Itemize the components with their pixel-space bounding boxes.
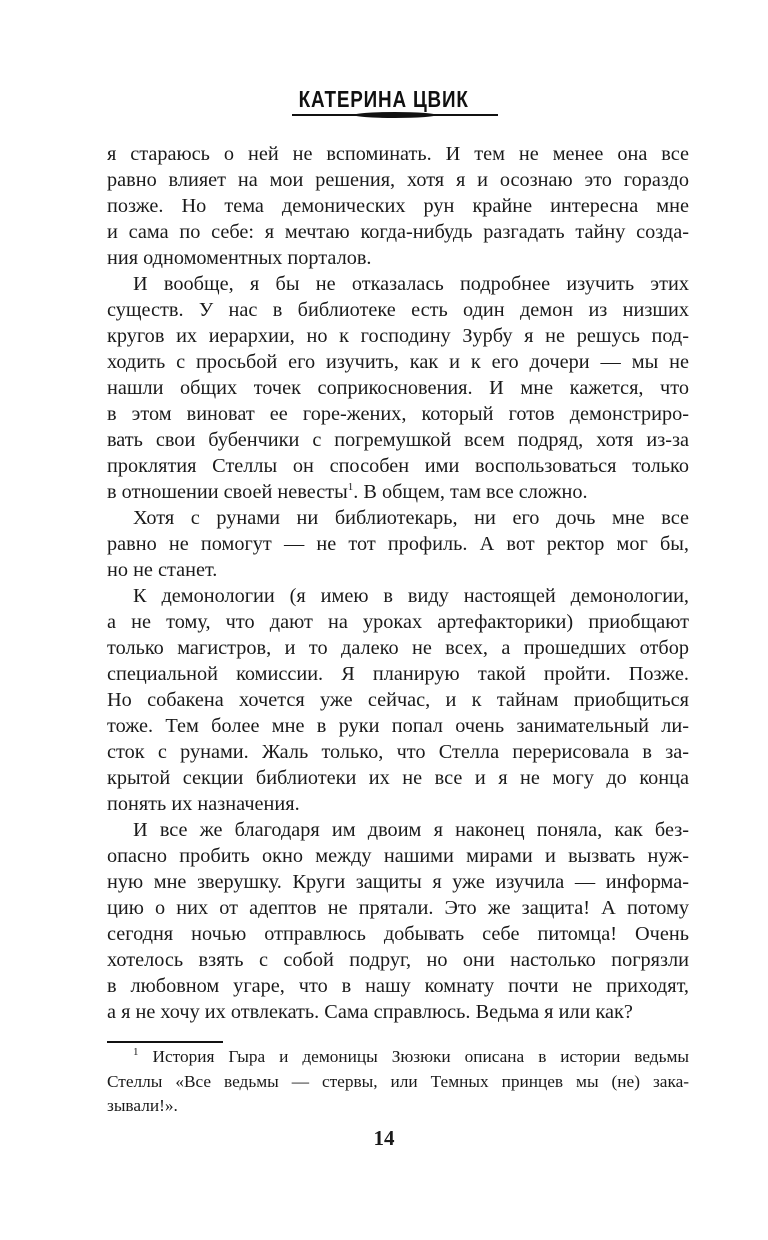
footnote-marker: 1	[133, 1046, 139, 1059]
text-line: крытой секции библиотеки их не все и я не могу до конца	[107, 767, 689, 789]
text-span: История Гыра и демоницы Зюзюки описана в истории ведьмы	[152, 1047, 690, 1066]
text-line: цию о них от адептов не прятали. Это же защита! А потому	[107, 897, 689, 919]
text-line: специальной комиссии. Я планирую такой пройти. Позже.	[107, 663, 689, 685]
text-line: И все же благодаря им двоим я наконец поняла, как без-	[133, 819, 689, 841]
page-number: 14	[373, 1126, 395, 1150]
text-line: кругов их иерархии, но к господину Зурбу я не решусь под-	[107, 325, 689, 347]
text-line: позже. Но тема демонических рун крайне интересна мне	[107, 195, 689, 217]
text-line: К демонологии (я имею в виду настоящей демонологии,	[133, 585, 689, 607]
text-line: сток с рунами. Жаль только, что Стелла перерисовала в за-	[107, 741, 689, 763]
text-line: тоже. Тем более мне в руки попал очень занимательный ли-	[107, 715, 689, 737]
text-line: ную мне зверушку. Круги защиты я уже изучила — информа-	[107, 871, 689, 893]
text-line: ходить с просьбой его изучить, как и к его дочери — мы не	[107, 351, 689, 373]
paragraph	[107, 505, 689, 583]
text-line	[107, 479, 689, 505]
text-line: в любовном угаре, что в нашу комнату почти не приходят,	[107, 975, 689, 997]
header-ornament	[354, 112, 436, 118]
text-span: . В общем, там все сложно.	[353, 481, 588, 503]
running-header	[0, 86, 768, 113]
text-line: сегодня ночью отправлюсь добывать себе питомца! Очень	[107, 923, 689, 945]
text-line: понять их назначения.	[107, 793, 300, 815]
footnote-reference[interactable]: 1	[347, 481, 354, 494]
text-line: Хотя с рунами ни библиотекарь, ни его дочь мне все	[133, 507, 689, 529]
text-line: опасно пробить окно между нашими мирами и вызвать нуж-	[107, 845, 689, 867]
author-name: КАТЕРИНА ЦВИК	[298, 86, 470, 112]
text-line: и сама по себе: я мечтаю когда-нибудь разгадать тайну созда-	[107, 221, 689, 243]
text-line: а не тому, что дают на уроках артефакторики) приобщают	[107, 611, 689, 633]
footnote-line: зывали!».	[107, 1096, 178, 1115]
footnote-line	[107, 1045, 689, 1070]
paragraph	[107, 271, 689, 505]
body-text	[107, 141, 689, 1025]
paragraph	[107, 817, 689, 1025]
text-line: равно влияет на мои решения, хотя я и осознаю это гораздо	[107, 169, 689, 191]
text-line: ния одномоментных порталов.	[107, 247, 372, 269]
paragraph	[107, 583, 689, 817]
text-line: существ. У нас в библиотеке есть один демон из низших	[107, 299, 689, 321]
text-line: а я не хочу их отвлекать. Сама справлюсь. Ведьма я или как?	[107, 1001, 633, 1023]
text-line: хотелось взять с собой подруг, но они настолько погрязли	[107, 949, 689, 971]
text-line: вать свои бубенчики с погремушкой всем подряд, хотя из-за	[107, 429, 689, 451]
text-line: я стараюсь о ней не вспоминать. И тем не менее она все	[107, 143, 689, 165]
text-line: но не станет.	[107, 559, 218, 581]
footnote-rule	[107, 1041, 223, 1043]
text-line: в этом виноват ее горе-жених, который готов демонстриро-	[107, 403, 689, 425]
text-line: И вообще, я бы не отказалась подробнее изучить этих	[133, 273, 689, 295]
text-line: равно не помогут — не тот профиль. А вот ректор мог бы,	[107, 533, 689, 555]
footnote	[107, 1045, 689, 1119]
text-line: только магистров, и то далеко не всех, а прошедших отбор	[107, 637, 689, 659]
text-line: Но собакена хочется уже сейчас, и к тайнам приобщиться	[107, 689, 689, 711]
paragraph	[107, 141, 689, 271]
text-span: в отношении своей невесты	[107, 481, 348, 503]
text-line: проклятия Стеллы он способен ими воспользоваться только	[107, 455, 689, 477]
footnote-line: Стеллы «Все ведьмы — стервы, или Темных принцев мы (не) зака-	[107, 1071, 689, 1091]
text-line: нашли общих точек соприкосновения. И мне кажется, что	[107, 377, 689, 399]
